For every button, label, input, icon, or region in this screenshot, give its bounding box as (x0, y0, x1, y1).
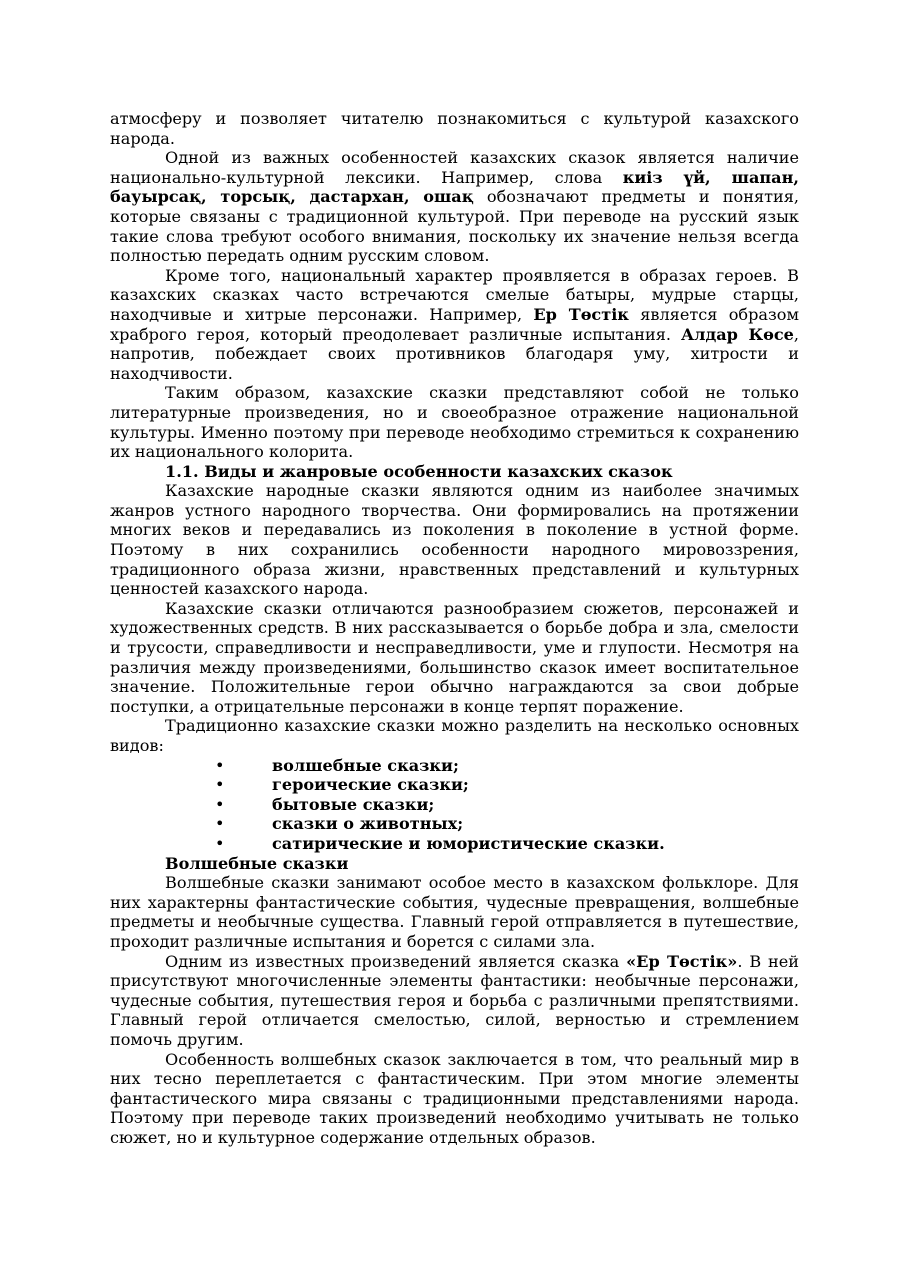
paragraph-9-text-b: . В ней присутствуют многочисленные элементы фантастики: необычные персонажи, чудесные события, путешествия героя и борьба с различными препятствиями. Главный герой отличается смелостью, силой, верностью и стремлением помочь другим. (110, 951, 800, 1049)
bullet-icon: • (215, 833, 225, 853)
paragraph-4: Таким образом, казахские сказки представляют собой не только литературные произведения, но и своеобразное отражение национальной культуры. Именно поэтому при переводе необходимо стремиться к сохранению их национального колорита. (110, 383, 799, 462)
paragraph-1: атмосферу и позволяет читателю познакомиться с культурой казахского народа. (110, 109, 799, 148)
paragraph-6: Казахские сказки отличаются разнообразием сюжетов, персонажей и художественных средств. В них рассказывается о борьбе добра и зла, смелости и трусости, справедливости и несправедливости, уме и глупости. Несмотря на различия между произведениями, большинство сказок имеет воспитательное значение. Положительные герои обычно награждаются за свои добрые поступки, а отрицательные персонажи в конце терпят поражение. (110, 598, 799, 716)
paragraph-9 (110, 952, 799, 1050)
paragraph-8: Волшебные сказки занимают особое место в казахском фольклоре. Для них характерны фантастические события, чудесные превращения, волшебные предметы и необычные существа. Главный герой отправляется в путешествие, проходит различные испытания и борется с силами зла. (110, 873, 799, 951)
bullet-icon: • (215, 775, 225, 795)
fairy-tale-kinds-list (110, 756, 799, 854)
subsection-heading-magic-tales: Волшебные сказки (165, 853, 349, 873)
paragraph-3-text-a: Кроме того, национальный характер проявляется в образах героев. В казахских сказках часто встречаются смелые батыры, мудрые старцы, находчивые и хитрые персонажи. Например, (110, 265, 799, 324)
list-item (110, 775, 799, 795)
list-item (110, 814, 799, 834)
paragraph-2-text-a: Одной из важных особенностей казахских сказок является наличие национально-культурной лексики. Например, слова (110, 148, 799, 187)
paragraph-10: Особенность волшебных сказок заключается в том, что реальный мир в них тесно переплетается с фантастическим. При этом многие элементы фантастического мира связаны с традиционными представлениями народа. Поэтому при переводе таких произведений необходимо учитывать не только сюжет, но и культурное содержание отдельных образов. (110, 1049, 799, 1147)
paragraph-3-bold-er-tostik: Ер Төстік (533, 304, 629, 324)
paragraph-3-text-c: , напротив, побеждает своих противников благодаря уму, хитрости и находчивости. (110, 324, 799, 383)
paragraph-3 (110, 266, 799, 384)
paragraph-9-bold-title: «Ер Төстік» (626, 951, 738, 971)
paragraph-2 (110, 148, 799, 266)
paragraph-5: Казахские народные сказки являются одним из наиболее значимых жанров устного народного творчества. Они формировались на протяжении многих веков и передавались из поколения в поколение в устной форме. Поэтому в них сохранились особенности народного мировоззрения, традиционного образа жизни, нравственных представлений и культурных ценностей казахского народа. (110, 481, 799, 599)
list-item (110, 756, 799, 776)
list-item-label: бытовые сказки; (272, 794, 435, 814)
paragraph-2-bold-terms: киіз үй, шапан, бауырсақ, торсық, дастархан, ошақ (110, 167, 799, 207)
paragraph-7: Традиционно казахские сказки можно разделить на несколько основных видов: (110, 716, 799, 755)
paragraph-3-text-b: является образом храброго героя, который преодолевает различные испытания. (110, 304, 799, 344)
list-item-label: сатирические и юмористические сказки. (272, 833, 665, 853)
list-item (110, 795, 799, 815)
paragraph-2-text-b: обозначают предметы и понятия, которые связаны с традиционной культурой. При переводе на русский язык такие слова требуют особого внимания, поскольку их значение нельзя всегда полностью передать одним русским словом. (110, 187, 799, 266)
list-item-label: волшебные сказки; (272, 755, 459, 775)
paragraph-3-bold-aldar-kose: Алдар Көсе (681, 324, 794, 344)
document-body (110, 109, 799, 1147)
section-heading-1-1: 1.1. Виды и жанровые особенности казахских сказок (165, 461, 673, 481)
paragraph-9-text-a: Одним из известных произведений является сказка (165, 951, 627, 971)
list-item-label: сказки о животных; (272, 814, 464, 834)
list-item (110, 834, 799, 854)
bullet-icon: • (215, 814, 225, 834)
list-item-label: героические сказки; (272, 775, 469, 795)
bullet-icon: • (215, 794, 225, 814)
bullet-icon: • (215, 755, 225, 775)
